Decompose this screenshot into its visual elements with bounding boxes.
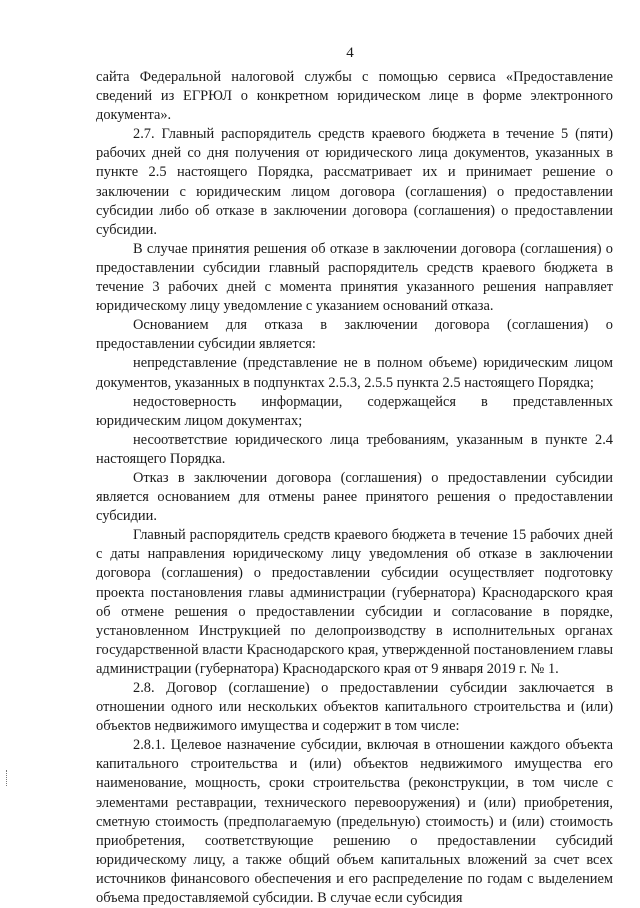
paragraph-cancel-basis: Отказ в заключении договора (соглашения) о предоставлении субсидии является основанием для отмены ранее принятого решения о предоставлении субсидии. <box>96 469 613 525</box>
paragraph-refusal-grounds: Основанием для отказа в заключении договора (соглашения) о предоставлении субсидии является: <box>96 317 613 353</box>
paragraph-2-8: 2.8. Договор (соглашение) о предоставлении субсидии заключается в отношении одного или нескольких объектов капитального строительства и (или) объектов недвижимого имущества и содержит в том числе: <box>96 680 613 735</box>
page-number: 4 <box>346 45 354 61</box>
paragraph-ground-2: недостоверность информации, содержащейся в представленных юридическим лицом документах; <box>96 393 613 429</box>
paragraph-refusal-notice: В случае принятия решения об отказе в заключении договора (соглашения) о предоставлении субсидии главный распорядитель средств краевого бюджета в течение 3 рабочих дней с момента принятия указанного решения направляет юридическому лицу уведомление с указанием оснований отказа. <box>96 240 613 315</box>
paragraph-ground-1: непредставление (представление не в полном объеме) юридическим лицом документов, указанных в подпунктах 2.5.3, 2.5.5 пункта 2.5 настоящего Порядка; <box>96 355 613 391</box>
document-body <box>96 68 613 908</box>
paragraph-2-7: 2.7. Главный распорядитель средств краевого бюджета в течение 5 (пяти) рабочих дней со дня получения от юридического лица документов, указанных в пункте 2.5 настоящего Порядка, рассматривает их и принимает решение о заключении с юридическим лицом договора (соглашения) о предоставлении субсидии либо об отказе в заключении договора (соглашения) о предоставлении субсидии. <box>96 126 613 238</box>
paragraph-ground-3: несоответствие юридического лица требованиям, указанным в пункте 2.4 настоящего Порядка. <box>96 431 613 467</box>
paragraph-resolution: Главный распорядитель средств краевого бюджета в течение 15 рабочих дней с даты направления юридическому лицу уведомления об отказе в заключении договора (соглашения) о предоставлении субсидии осуществляет подготовку проекта постановления главы администрации (губернатора) Краснодарского края об отмене решения о предоставлении субсидии и согласование в порядке, установленном Инструкцией по делопроизводству в исполнительных органах государственной власти Краснодарского края, утвержденной постановлением главы администрации (губернатора) Краснодарского края от 9 января 2019 г. № 1. <box>96 527 613 677</box>
scan-artifact-mark <box>6 770 9 786</box>
paragraph-2-8-1: 2.8.1. Целевое назначение субсидии, включая в отношении каждого объекта капитального строительства и (или) объектов недвижимого имущества его наименование, мощность, сроки строительства (реконструкции, в том числе с элементами реставрации, технического перевооружения) и (или) приобретения, сметную стоимость (предполагаемую (предельную) стоимость) и (или) стоимость приобретения, соответствующие решению о предоставлении субсидий юридическому лицу, а также общий объем капитальных вложений за счет всех источников финансового обеспечения и его распределение по годам с выделением объема предоставляемой субсидии. В случае если субсидия <box>96 737 613 907</box>
paragraph-continuation: сайта Федеральной налоговой службы с помощью сервиса «Предоставление сведений из ЕГРЮЛ о конкретном юридическом лице в форме электронного документа». <box>96 69 613 124</box>
